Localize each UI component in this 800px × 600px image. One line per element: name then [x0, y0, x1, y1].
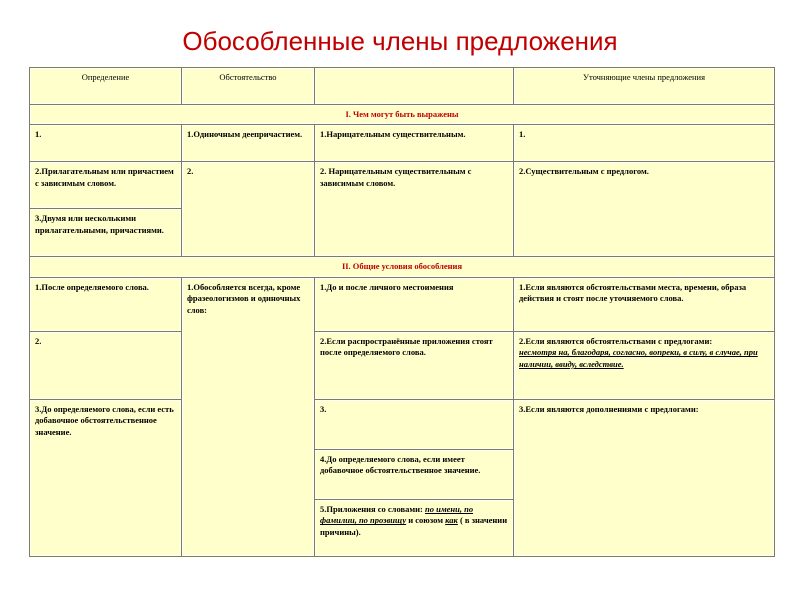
names-phrase: по имени, по фамилии, по прозвищу — [320, 503, 474, 526]
table-cell: 1. — [30, 125, 182, 162]
table-cell — [315, 499, 514, 556]
header-appositive — [315, 68, 514, 105]
section-row — [30, 105, 775, 125]
cell-text: и союзом — [408, 515, 444, 526]
section-row — [30, 257, 775, 277]
table-row — [30, 399, 775, 449]
page-title: Обособленные члены предложения — [182, 26, 618, 56]
table-cell: 2. — [30, 331, 182, 399]
table-cell: 1.Обособляется всегда, кроме фразеологизмов и одиночных слов: — [182, 277, 315, 556]
table-cell: 1.Нарицательным существительным. — [315, 125, 514, 162]
table-cell: 1.Если являются обстоятельствами места, времени, образа действия и стоят после уточняемого слова. — [514, 277, 775, 331]
table-cell: 2.Существительным с предлогом. — [514, 162, 775, 257]
header-row — [30, 68, 775, 105]
table-row — [30, 125, 775, 162]
cell-text: 2.Если являются обстоятельствами с предлогами: — [519, 335, 713, 346]
table-cell: 3.До определяемого слова, если есть добавочное обстоятельственное значение. — [30, 399, 182, 556]
table-cell: 2. Нарицательным существительным с зависимым словом. — [315, 162, 514, 257]
table-cell: 3.Двумя или несколькими прилагательными, причастиями. — [30, 209, 182, 257]
conjunction-kak: как — [445, 515, 458, 526]
table-row — [30, 277, 775, 331]
table-cell: 2.Прилагательным или причастием с зависимым словом. — [30, 162, 182, 209]
table-cell: 1.Одиночным деепричастием. — [182, 125, 315, 162]
preposition-list: несмотря на, благодаря, согласно, вопреки, в силу, в случае, при наличии, ввиду, вследствие. — [519, 347, 758, 369]
table-cell: 3.Если являются дополнениями с предлогами: — [514, 399, 775, 556]
table-cell — [514, 331, 775, 399]
header-clarifying-members: Уточняющие члены предложения — [514, 68, 775, 105]
table-cell: 1.До и после личного местоимения — [315, 277, 514, 331]
table-cell: 1.После определяемого слова. — [30, 277, 182, 331]
cell-text: ( в значении причины). — [320, 515, 508, 537]
table-cell: 2.Если распространённые приложения стоят после определяемого слова. — [315, 331, 514, 399]
header-definition: Определение — [30, 68, 182, 105]
cell-text: 5.Приложения со словами: — [320, 503, 423, 514]
table-cell: 1. — [514, 125, 775, 162]
table-row — [30, 162, 775, 209]
header-circumstance: Обстоятельство — [182, 68, 315, 105]
table-cell: 2. — [182, 162, 315, 257]
members-table — [29, 67, 775, 557]
table-cell: 4.До определяемого слова, если имеет добавочное обстоятельственное значение. — [315, 449, 514, 499]
table-cell: 3. — [315, 399, 514, 449]
section-title-conditions: II. Общие условия обособления — [30, 257, 775, 277]
section-title-expressed: I. Чем могут быть выражены — [30, 105, 775, 125]
table-row — [30, 331, 775, 399]
